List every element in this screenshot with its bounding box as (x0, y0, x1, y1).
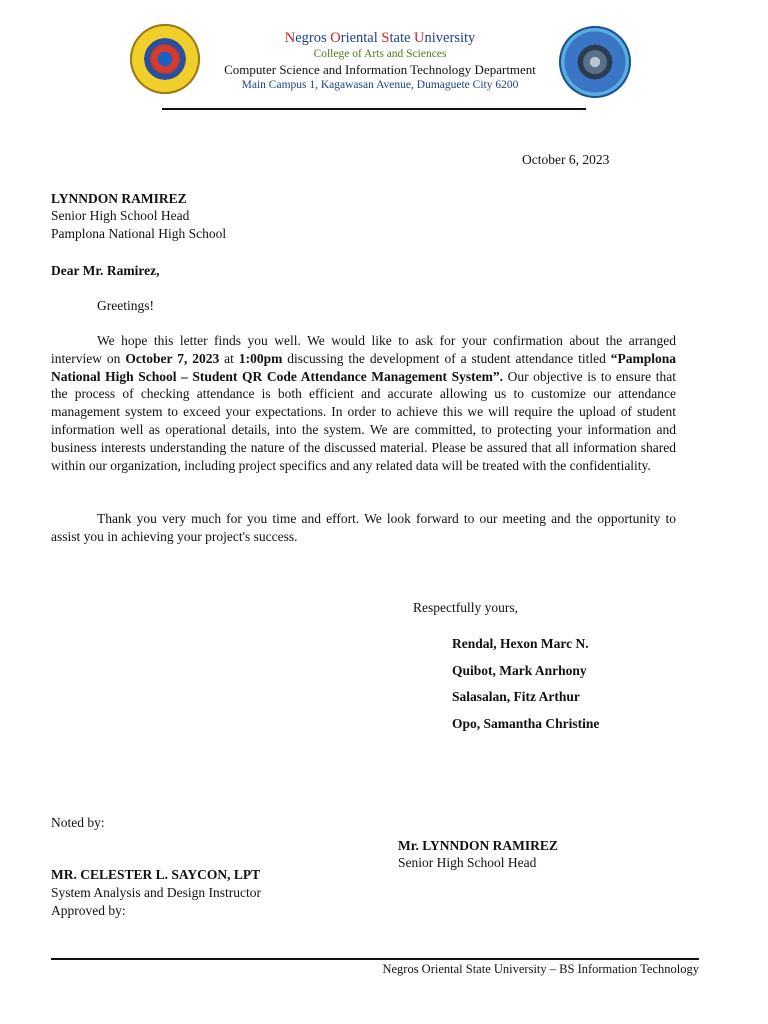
university-name-part: riental (340, 30, 382, 46)
salutation: Dear Mr. Ramirez, (51, 263, 160, 278)
university-name (205, 30, 555, 47)
university-name-part: tate (389, 30, 415, 46)
university-name-part: niversity (424, 30, 476, 46)
signatory: Salasalan, Fitz Arthur (452, 689, 580, 704)
header-rule (162, 108, 586, 110)
closing: Respectfully yours, (413, 600, 518, 615)
department-name: Computer Science and Information Technology Department (224, 62, 536, 77)
approved-by-label: Approved by: (51, 903, 126, 918)
university-seal-icon (130, 24, 200, 94)
recipient-name: LYNNDON RAMIREZ (51, 191, 187, 206)
campus-address: Main Campus 1, Kagawasan Avenue, Dumaguete City 6200 (241, 79, 519, 91)
footer-rule (51, 958, 699, 960)
university-name-part: N (284, 30, 296, 46)
university-name-part: egros (295, 30, 331, 46)
body-paragraph-1: We hope this letter finds you well. We would like to ask for your confirmation about the arranged interview on October 7, 2023 at 1:00pm discussing the development of a student attendance titled “Pamplona National High School – Student QR Code Attendance Management System”. Our objective is to ensure that the process of checking attendance is both efficient and accurate allowing us to customize our attendance management system to exceed your expectations. In order to achieve this we will require the upload of student information well as operational details, into the system. We are committed, to protecting your information and business interests understanding the nature of the discussed material. Please be assured that all information shared within our organization, including project specifics and any related data will be treated with the confidentiality. (51, 333, 676, 473)
letter-date: October 6, 2023 (522, 152, 610, 167)
signatory: Opo, Samantha Christine (452, 716, 600, 731)
instructor-title: System Analysis and Design Instructor (51, 885, 261, 900)
university-name-part: U (414, 30, 425, 46)
noted-title: Senior High School Head (398, 855, 537, 870)
footer-text: Negros Oriental State University – BS Information Technology (382, 962, 699, 976)
instructor-name: MR. CELESTER L. SAYCON, LPT (51, 867, 261, 882)
university-name-part: S (381, 30, 390, 46)
noted-by-label: Noted by: (51, 815, 105, 830)
signatory: Quibot, Mark Anrhony (452, 663, 587, 678)
noted-name: Mr. LYNNDON RAMIREZ (398, 838, 558, 853)
recipient-title: Senior High School Head (51, 208, 190, 223)
recipient-school: Pamplona National High School (51, 226, 227, 241)
body-paragraph-2: Thank you very much for you time and effort. We look forward to our meeting and the opportunity to assist you in achieving your project's success. (51, 511, 676, 544)
college-name: College of Arts and Sciences (313, 48, 447, 60)
signatory: Rendal, Hexon Marc N. (452, 636, 589, 651)
greeting: Greetings! (97, 298, 154, 313)
information-technology-seal-icon (559, 26, 631, 98)
university-name-part: O (330, 30, 341, 46)
